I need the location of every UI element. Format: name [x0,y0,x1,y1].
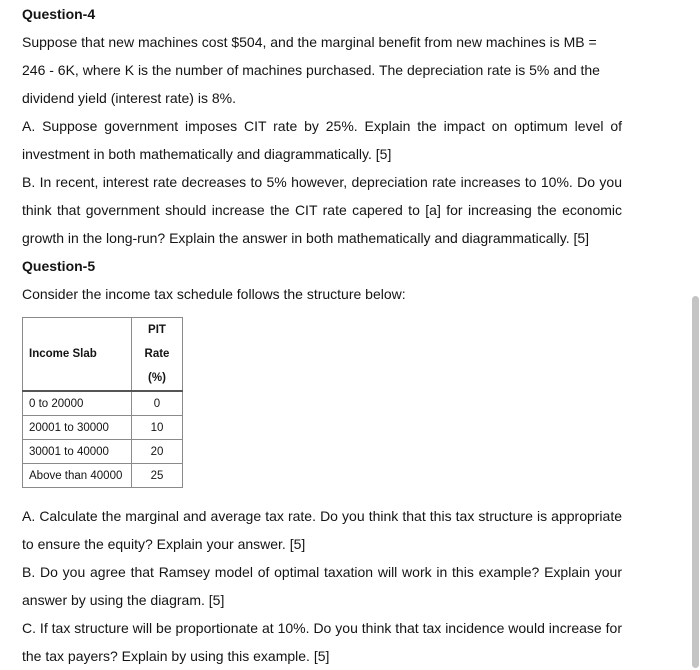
income-tax-table [22,317,183,488]
tax-rate-cell: 20 [132,440,183,464]
income-slab-cell: 20001 to 30000 [23,416,132,440]
income-slab-cell: 0 to 20000 [23,391,132,416]
income-slab-cell: Above than 40000 [23,464,132,488]
scrollbar-track[interactable] [690,0,700,669]
table-row [23,391,183,416]
header-pit-line1: PIT [148,324,166,336]
question-4-heading: Question-4 [22,6,96,22]
header-income-slab: Income Slab [23,318,132,392]
header-pit-rate [132,318,183,392]
tax-rate-cell: 10 [132,416,183,440]
question-5-part-c: C. If tax structure will be proportionate at 10%. Do you think that tax incidence would increase for the tax payers? Explain by using this example. [5] [22,620,622,664]
question-4-part-a: A. Suppose government imposes CIT rate by 25%. Explain the impact on optimum level of investment in both mathematically and diagrammatically. [5] [22,118,622,162]
tax-rate-cell: 25 [132,464,183,488]
table-header-row [23,318,183,392]
question-5-intro: Consider the income tax schedule follows the structure below: [22,286,406,302]
question-5-part-b: B. Do you agree that Ramsey model of optimal taxation will work in this example? Explain your answer by using the diagram. [5] [22,564,622,608]
question-5-heading: Question-5 [22,258,96,274]
income-slab-cell: 30001 to 40000 [23,440,132,464]
question-4-part-b: B. In recent, interest rate decreases to 5% however, depreciation rate increases to 10%. Do you think that government should increase the CIT rate capered to [a] for increasing the economic growth in the long-run? Explain the answer in both mathematically and diagrammatically. [5] [22,174,622,246]
question-5-part-a: A. Calculate the marginal and average tax rate. Do you think that this tax structure is appropriate to ensure the equity? Explain your answer. [5] [22,508,622,552]
scrollbar-thumb[interactable] [692,296,699,668]
table-row [23,416,183,440]
document-body [22,0,622,670]
header-pit-line3: (%) [148,372,166,384]
header-pit-line2: Rate [144,348,170,360]
table-row [23,464,183,488]
tax-rate-cell: 0 [132,391,183,416]
table-row [23,440,183,464]
question-4-intro: Suppose that new machines cost $504, and the marginal benefit from new machines is MB = 246 - 6K, where K is the number of machines purchased. The depreciation rate is 5% and the dividend yield (interest rate) is 8%. [22,34,600,106]
